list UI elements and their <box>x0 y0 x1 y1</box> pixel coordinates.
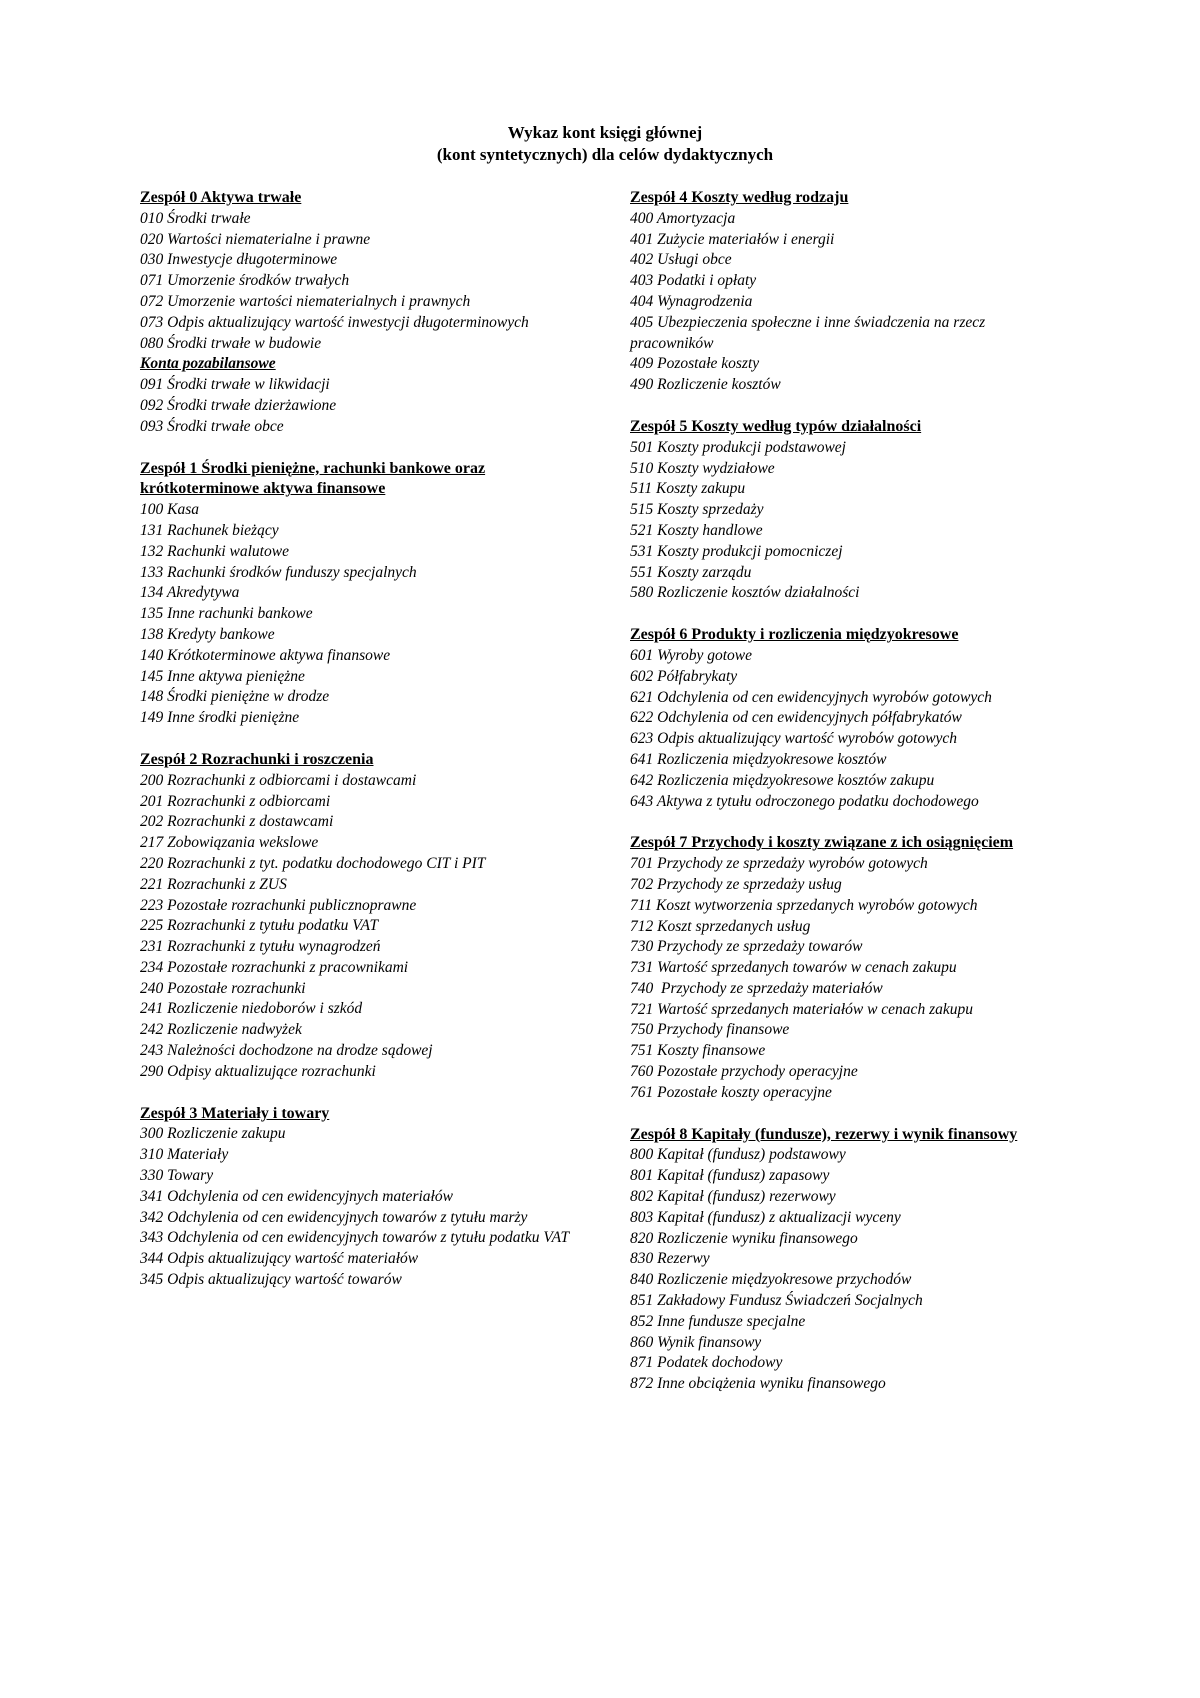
account-line: 310 Materiały <box>140 1146 229 1164</box>
account-line: 602 Półfabrykaty <box>630 667 738 685</box>
account-line: 092 Środki trwałe dzierżawione <box>140 396 337 414</box>
account-line: 145 Inne aktywa pieniężne <box>140 667 305 685</box>
account-line: 730 Przychody ze sprzedaży towarów <box>630 938 863 956</box>
account-line: 601 Wyroby gotowe <box>630 646 752 664</box>
account-line: 820 Rozliczenie wyniku finansowego <box>630 1229 858 1247</box>
account-line: 100 Kasa <box>140 501 199 519</box>
account-group-section <box>630 417 1070 604</box>
account-line: 341 Odchylenia od cen ewidencyjnych materiałów <box>140 1187 453 1205</box>
section-heading: Zespół 1 Środki pieniężne, rachunki bankowe oraz krótkoterminowe aktywa finansowe <box>140 459 486 498</box>
right-column <box>630 188 1070 1395</box>
account-line: 234 Pozostałe rozrachunki z pracownikami <box>140 958 409 976</box>
account-line: 872 Inne obciążenia wyniku finansowego <box>630 1375 886 1393</box>
account-line: 721 Wartość sprzedanych materiałów w cenach zakupu <box>630 1000 973 1018</box>
account-line: 201 Rozrachunki z odbiorcami <box>140 792 331 810</box>
account-line: 760 Pozostałe przychody operacyjne <box>630 1063 858 1081</box>
account-line: 344 Odpis aktualizujący wartość materiałów <box>140 1250 419 1268</box>
account-line: 531 Koszty produkcji pomocniczej <box>630 542 843 560</box>
account-line: 030 Inwestycje długoterminowe <box>140 251 338 269</box>
account-line: 852 Inne fundusze specjalne <box>630 1312 806 1330</box>
account-line: 202 Rozrachunki z dostawcami <box>140 813 334 831</box>
account-group-section <box>630 833 1070 1103</box>
section-heading: Zespół 7 Przychody i koszty związane z ich osiągnięciem <box>630 834 1014 852</box>
account-line: 200 Rozrachunki z odbiorcami i dostawcami <box>140 771 417 789</box>
section-heading: Zespół 2 Rozrachunki i roszczenia <box>140 750 374 768</box>
section-heading: Zespół 3 Materiały i towary <box>140 1104 330 1122</box>
account-line: 148 Środki pieniężne w drodze <box>140 688 330 706</box>
account-line: 240 Pozostałe rozrachunki <box>140 979 306 997</box>
account-line: 405 Ubezpieczenia społeczne i inne świadczenia na rzecz pracowników <box>630 313 990 352</box>
account-line: 343 Odchylenia od cen ewidencyjnych towarów z tytułu podatku VAT <box>140 1229 570 1247</box>
account-group-section <box>140 750 572 1083</box>
account-line: 401 Zużycie materiałów i energii <box>630 230 835 248</box>
account-line: 712 Koszt sprzedanych usług <box>630 917 811 935</box>
account-line: 345 Odpis aktualizujący wartość towarów <box>140 1271 402 1289</box>
account-line: 860 Wynik finansowy <box>630 1333 762 1351</box>
account-line: 221 Rozrachunki z ZUS <box>140 875 287 893</box>
section-heading: Zespół 8 Kapitały (fundusze), rezerwy i wynik finansowy <box>630 1125 1018 1143</box>
account-line: 080 Środki trwałe w budowie <box>140 334 322 352</box>
account-line: 093 Środki trwałe obce <box>140 417 284 435</box>
account-line: 071 Umorzenie środków trwałych <box>140 272 350 290</box>
account-line: 515 Koszty sprzedaży <box>630 501 764 519</box>
account-line: 091 Środki trwałe w likwidacji <box>140 376 330 394</box>
account-line: 701 Przychody ze sprzedaży wyrobów gotowych <box>630 855 928 873</box>
account-line: 580 Rozliczenie kosztów działalności <box>630 584 860 602</box>
account-line: 623 Odpis aktualizujący wartość wyrobów gotowych <box>630 730 958 748</box>
account-line: 510 Koszty wydziałowe <box>630 459 775 477</box>
account-line: 241 Rozliczenie niedoborów i szkód <box>140 1000 363 1018</box>
account-line: 643 Aktywa z tytułu odroczonego podatku dochodowego <box>630 792 979 810</box>
two-column-layout <box>140 188 1070 1395</box>
account-line: 830 Rezerwy <box>630 1250 710 1268</box>
account-line: 225 Rozrachunki z tytułu podatku VAT <box>140 917 379 935</box>
account-line: 243 Należności dochodzone na drodze sądowej <box>140 1042 433 1060</box>
account-line: 490 Rozliczenie kosztów <box>630 376 781 394</box>
account-line: 740 Przychody ze sprzedaży materiałów <box>630 979 883 997</box>
account-line: 131 Rachunek bieżący <box>140 521 279 539</box>
account-line: 761 Pozostałe koszty operacyjne <box>630 1083 832 1101</box>
title-line-2: (kont syntetycznych) dla celów dydaktycznych <box>436 145 774 164</box>
account-line: 217 Zobowiązania wekslowe <box>140 834 319 852</box>
account-line: 800 Kapitał (fundusz) podstawowy <box>630 1146 846 1164</box>
account-line: 149 Inne środki pieniężne <box>140 709 300 727</box>
account-line: 231 Rozrachunki z tytułu wynagrodzeń <box>140 938 381 956</box>
account-group-section <box>630 625 1070 812</box>
account-line: 402 Usługi obce <box>630 251 732 269</box>
account-line: 133 Rachunki środków funduszy specjalnych <box>140 563 417 581</box>
account-line: 300 Rozliczenie zakupu <box>140 1125 286 1143</box>
account-line: 400 Amortyzacja <box>630 209 736 227</box>
account-line: 750 Przychody finansowe <box>630 1021 790 1039</box>
section-heading: Zespół 0 Aktywa trwałe <box>140 189 302 206</box>
account-line: 642 Rozliczenia międzyokresowe kosztów zakupu <box>630 771 935 789</box>
account-line: 138 Kredyty bankowe <box>140 625 275 643</box>
account-line: 073 Odpis aktualizujący wartość inwestycji długoterminowych <box>140 313 529 331</box>
title-line-1: Wykaz kont księgi głównej <box>507 123 703 142</box>
account-line: 801 Kapitał (fundusz) zapasowy <box>630 1167 830 1185</box>
account-line: 803 Kapitał (fundusz) z aktualizacji wyceny <box>630 1208 901 1226</box>
account-line: 751 Koszty finansowe <box>630 1042 766 1060</box>
account-line: 072 Umorzenie wartości niematerialnych i prawnych <box>140 292 471 310</box>
account-group-section <box>630 188 1070 396</box>
account-line: 621 Odchylenia od cen ewidencyjnych wyrobów gotowych <box>630 688 992 706</box>
account-line: 622 Odchylenia od cen ewidencyjnych półfabrykatów <box>630 709 962 727</box>
account-group-section <box>140 1104 572 1291</box>
account-line: 802 Kapitał (fundusz) rezerwowy <box>630 1188 836 1206</box>
account-group-section <box>140 459 572 729</box>
account-line: 840 Rozliczenie międzyokresowe przychodów <box>630 1271 912 1289</box>
account-line: 702 Przychody ze sprzedaży usług <box>630 875 842 893</box>
account-line: 851 Zakładowy Fundusz Świadczeń Socjalnych <box>630 1292 923 1310</box>
account-line: 521 Koszty handlowe <box>630 521 763 539</box>
section-heading: Zespół 6 Produkty i rozliczenia międzyokresowe <box>630 626 959 644</box>
account-line: 330 Towary <box>140 1167 214 1185</box>
offbalance-subheading: Konta pozabilansowe <box>140 355 276 373</box>
account-line: 132 Rachunki walutowe <box>140 542 289 560</box>
account-line: 010 Środki trwałe <box>140 209 251 227</box>
account-line: 134 Akredytywa <box>140 584 240 602</box>
account-line: 551 Koszty zarządu <box>630 563 752 581</box>
account-group-section <box>140 188 572 438</box>
left-column <box>140 188 572 1291</box>
account-line: 020 Wartości niematerialne i prawne <box>140 230 371 248</box>
document-title <box>140 122 1070 166</box>
account-line: 403 Podatki i opłaty <box>630 272 757 290</box>
account-line: 342 Odchylenia od cen ewidencyjnych towarów z tytułu marży <box>140 1208 528 1226</box>
account-group-section <box>630 1125 1070 1395</box>
account-line: 641 Rozliczenia międzyokresowe kosztów <box>630 750 887 768</box>
account-line: 731 Wartość sprzedanych towarów w cenach zakupu <box>630 959 957 977</box>
account-line: 404 Wynagrodzenia <box>630 292 753 310</box>
section-heading: Zespół 4 Koszty według rodzaju <box>630 189 849 206</box>
account-line: 409 Pozostałe koszty <box>630 355 760 373</box>
account-line: 511 Koszty zakupu <box>630 480 746 498</box>
account-line: 711 Koszt wytworzenia sprzedanych wyrobów gotowych <box>630 896 978 914</box>
account-line: 871 Podatek dochodowy <box>630 1354 783 1372</box>
account-line: 135 Inne rachunki bankowe <box>140 605 313 623</box>
account-line: 501 Koszty produkcji podstawowej <box>630 438 846 456</box>
account-line: 220 Rozrachunki z tyt. podatku dochodowego CIT i PIT <box>140 854 486 872</box>
account-line: 290 Odpisy aktualizujące rozrachunki <box>140 1062 376 1080</box>
account-line: 242 Rozliczenie nadwyżek <box>140 1021 302 1039</box>
account-line: 223 Pozostałe rozrachunki publicznoprawne <box>140 896 417 914</box>
account-line: 140 Krótkoterminowe aktywa finansowe <box>140 646 391 664</box>
section-heading: Zespół 5 Koszty według typów działalności <box>630 417 922 435</box>
